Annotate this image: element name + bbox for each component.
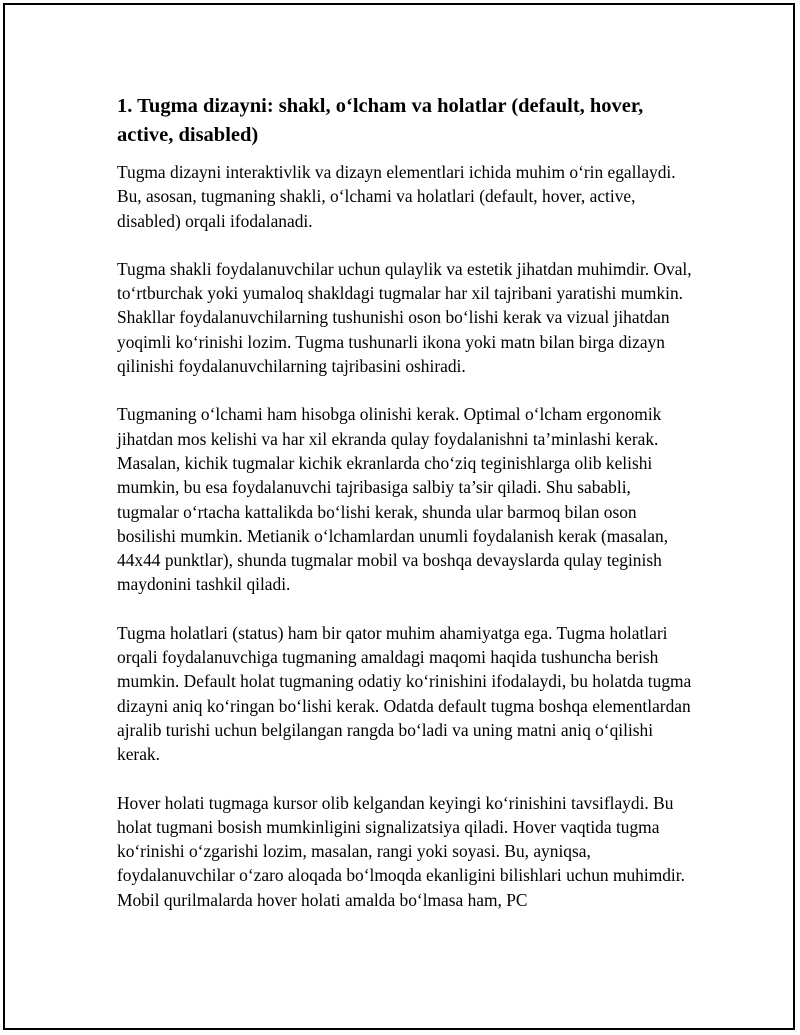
document-body <box>117 92 697 936</box>
paragraph-size: Tugmaning o‘lchami ham hisobga olinishi kerak. Optimal o‘lcham ergonomik jihatdan mos kelishi va har xil ekranda qulay foydalanishni ta’minlashi kerak. Masalan, kichik tugmalar kichik ekranlarda cho‘ziq teginishlarga olib kelishi mumkin, bu esa foydalanuvchi tajribasiga salbiy ta’sir qiladi. Shu sababli, tugmalar o‘rtacha kattalikda bo‘lishi kerak, shunda ular barmoq bilan oson bosilishi mumkin. Metianik o‘lchamlardan unumli foydalanish kerak (masalan, 44x44 punktlar), shunda tugmalar mobil va boshqa devayslarda qulay teginish maydonini tashkil qiladi. <box>117 404 669 595</box>
paragraph-intro: Tugma dizayni interaktivlik va dizayn elementlari ichida muhim o‘rin egallaydi. Bu, asosan, tugmaning shakli, o‘lchami va holatlari (default, hover, active, disabled) orqali ifodalanadi. <box>117 162 676 231</box>
paragraph-states: Tugma holatlari (status) ham bir qator muhim ahamiyatga ega. Tugma holatlari orqali foydalanuvchiga tugmaning amaldagi maqomi haqida tushuncha berish mumkin. Default holat tugmaning odatiy ko‘rinishini ifodalaydi, bu holatda tugma dizayni aniq ko‘ringan bo‘lishi kerak. Odatda default tugma boshqa elementlardan ajralib turishi uchun belgilangan rangda bo‘ladi va uning matni aniq o‘qilishi kerak. <box>117 622 692 765</box>
paragraph-hover: Hover holati tugmaga kursor olib kelgandan keyingi ko‘rinishini tavsiflaydi. Bu holat tugmani bosish mumkinligini signalizatsiya qiladi. Hover vaqtida tugma ko‘rinishi o‘zgarishi lozim, masalan, rangi yoki soyasi. Bu, ayniqsa, foydalanuvchilar o‘zaro aloqada bo‘lmoqda ekanligini bilishlari uchun muhimdir. Mobil qurilmalarda hover holati amalda bo‘lmasa ham, PC <box>117 792 685 910</box>
section-heading: 1. Tugma dizayni: shakl, o‘lcham va holatlar (default, hover, active, disabled) <box>117 95 644 146</box>
paragraph-shape: Tugma shakli foydalanuvchilar uchun qulaylik va estetik jihatdan muhimdir. Oval, to‘rtburchak yoki yumaloq shakldagi tugmalar har xil tajribani yaratishi mumkin. Shakllar foydalanuvchilarning tushunishi oson bo‘lishi kerak va vizual jihatdan yoqimli ko‘rinishi lozim. Tugma tushunarli ikona yoki matn bilan birga dizayn qilinishi foydalanuvchilarning tajribasini oshiradi. <box>117 258 692 377</box>
